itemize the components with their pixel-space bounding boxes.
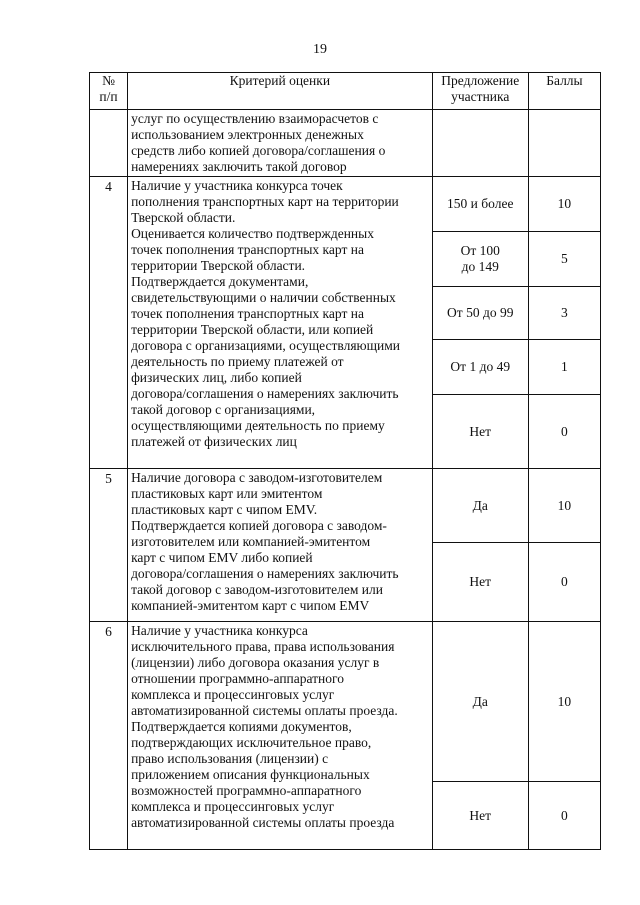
score-cell: 3 [528,287,600,340]
table-row [90,469,601,543]
header-number [90,73,128,110]
criterion-line: средств либо копией договора/соглашения о [131,143,386,158]
header-offer [432,73,528,110]
criterion-paragraph: Подтверждается копией договора с заводом- изготовителем или компанией-эмитентом карт с чипом EMV либо копией договора/соглашения о намерениях заключить такой договор с заводом-изготовителем или компанией-эмитентом карт с чипом EMV [131,518,399,613]
header-criterion: Критерий оценки [128,73,433,110]
offer-cell: Нет [432,782,528,850]
evaluation-criteria-table [89,72,601,850]
row-number: 5 [90,469,128,622]
header-score: Баллы [528,73,600,110]
criterion-paragraph: Подтверждается копиями документов, подтверждающих исключительное право, право использования (лицензии) с приложением описания функциональных возможностей программно-аппаратного комплекса и процессинговых услуг автоматизированной системы оплаты проезда [131,719,395,830]
criterion-title: Наличие у участника конкурса исключительного права, права использования (лицензии) либо договора оказания услуг в отношении программно-аппаратного комплекса и процессинговых услуг автоматизированной системы оплаты проезда. [131,623,398,718]
score-cell: 10 [528,469,600,543]
score-cell: 0 [528,543,600,622]
row-number: 4 [90,177,128,469]
criterion-cell [128,622,433,850]
criterion-paragraph: Оценивается количество подтвержденных точек пополнения транспортных карт на территории Тверской области. [131,226,374,273]
criterion-paragraph: Подтверждается документами, свидетельствующими о наличии собственных точек пополнения транспортных карт на территории Тверской области, или копией договора с организациями, осуществляющими деятельность по приему платежей от физических лиц, либо копией договора/соглашения о намерениях заключить такой договор с организациями, осуществляющими деятельность по приему платежей от физических лиц [131,274,401,449]
offer-cell: Да [432,469,528,543]
table-header-row [90,73,601,110]
criterion-line: услуг по осуществлению взаиморасчетов с [131,111,379,126]
header-offer-line: Предложение [441,73,520,88]
table-row [90,622,601,782]
continuation-row [90,110,601,177]
continuation-criterion-cell [128,110,433,177]
score-cell: 10 [528,622,600,782]
offer-cell: От 50 до 99 [432,287,528,340]
offer-cell: Нет [432,395,528,469]
score-cell: 0 [528,782,600,850]
header-number-line: п/п [99,89,118,104]
score-cell: 10 [528,177,600,232]
continuation-number-cell [90,110,128,177]
score-cell: 1 [528,340,600,395]
score-cell: 0 [528,395,600,469]
criterion-title: Наличие договора с заводом-изготовителем пластиковых карт или эмитентом пластиковых карт с чипом EMV. [131,470,383,517]
criterion-line: намерениях заключить такой договор [131,159,347,174]
offer-cell: Нет [432,543,528,622]
offer-cell: 150 и более [432,177,528,232]
continuation-offer-cell [432,110,528,177]
continuation-score-cell [528,110,600,177]
row-number: 6 [90,622,128,850]
header-number-line: № [102,73,115,88]
criterion-title: Наличие у участника конкурса точек пополнения транспортных карт на территории Тверской области. [131,178,399,225]
criterion-line: использованием электронных денежных [131,127,364,142]
criterion-cell [128,469,433,622]
offer-cell: От 1 до 49 [432,340,528,395]
offer-cell: От 100 до 149 [432,232,528,287]
criterion-cell [128,177,433,469]
table-row [90,177,601,232]
offer-cell: Да [432,622,528,782]
score-cell: 5 [528,232,600,287]
page-number: 19 [313,42,327,57]
header-offer-line: участника [451,89,510,104]
